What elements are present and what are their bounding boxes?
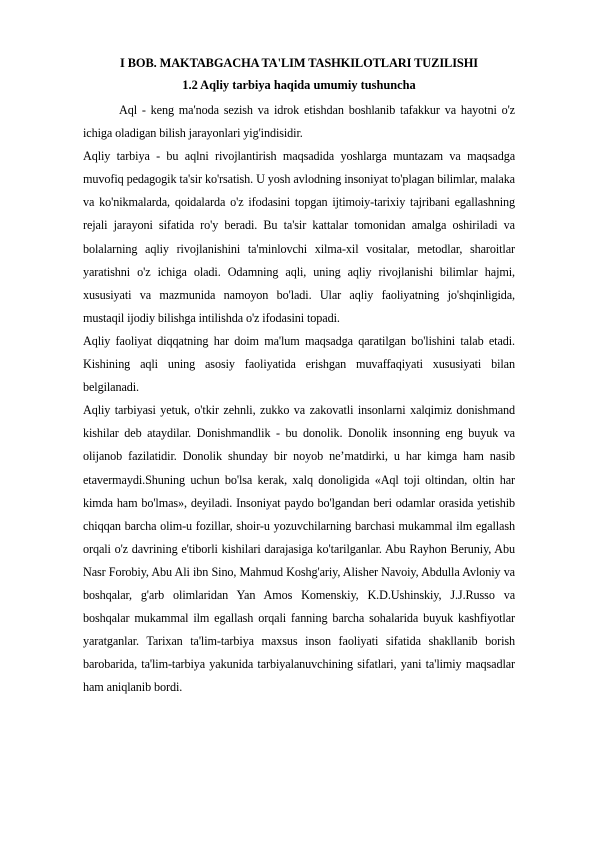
section-title: 1.2 Aqliy tarbiya haqida umumiy tushuncha — [182, 78, 416, 92]
document-body — [83, 55, 515, 699]
paragraph-aql-definition: Aql - keng ma'noda sezish va idrok etishdan boshlanib tafakkur va hayotni o'z ichiga oladigan bilish jarayonlari yig'indisidir. — [83, 103, 515, 141]
chapter-title: I BOB. MAKTABGACHA TA'LIM TASHKILOTLARI TUZILISHI — [120, 56, 478, 70]
paragraph-aqliy-tarbiya: Aqliy tarbiya - bu aqlni rivojlantirish maqsadida yoshlarga muntazam va maqsadga muvofiq pedagogik ta'sir ko'rsatish. U yosh avlodning insoniyat to'plagan bilimlar, malaka va ko'nikmalarda, qoidalarda o'z ifodasini topgan ijtimoiy-tarixiy tajribani egallashning rejali jarayoni sifatida ro'y beradi. Bu ta'sir kattalar tomonidan amalga oshiriladi va bolalarning aqliy rivojlanishini ta'minlovchi xilma-xil vositalar, metodlar, sharoitlar yaratishni o'z ichiga oladi. Odamning aqli, uning aqliy rivojlanishi bilimlar hajmi, xususiyati va mazmunida namoyon bo'ladi. Ular aqliy faoliyatning jo'shqinligida, mustaqil ijodiy bilishga intilishda o'z ifodasini topadi. — [83, 149, 515, 325]
paragraph-donishmandlik: Aqliy tarbiyasi yetuk, o'tkir zehnli, zukko va zakovatli insonlarni xalqimiz donishmand kishilar deb ataydilar. Donishmandlik - bu donolik. Donolik insonning eng buyuk va olijanob fazilatidir. Donolik shunday bir noyob ne’matdirki, u har kimga ham nasib etavermaydi.Shuning uchun bo'lsa kerak, xalq donoligida «Aql toji oltindan, oltin har kimda ham bo'lmas», deyiladi. Insoniyat paydo bo'lgandan beri odamlar orasida yetishib chiqqan barcha olim-u fozillar, shoir-u yozuvchilarning barchasi mukammal ilm egallash orqali o'z davrining e'tiborli kishilari darajasiga ko'tarilganlar. Abu Rayhon Beruniy, Abu Nasr Forobiy, Abu Ali ibn Sino, Mahmud Koshg'ariy, Alisher Navoiy, Abdulla Avloniy va boshqalar, g'arb olimlaridan Yan Amos Komenskiy, K.D.Ushinskiy, J.J.Russo va boshqalar mukammal ilm egallash orqali fanning barcha sohalarida buyuk kashfiyotlar yaratganlar. Tarixan ta'lim-tarbiya maxsus inson faoliyati sifatida shakllanib borish barobarida, ta'lim-tarbiya yakunida tarbiyalanuvchining sifatlari, yani ta'limiy maqsadlar ham aniqlanib bordi. — [83, 403, 515, 695]
paragraph-aqliy-faoliyat: Aqliy faoliyat diqqatning har doim ma'lum maqsadga qaratilgan bo'lishini talab etadi. Kishining aqli uning asosiy faoliyatida erishgan muvaffaqiyati xususiyati bilan belgilanadi. — [83, 333, 515, 395]
